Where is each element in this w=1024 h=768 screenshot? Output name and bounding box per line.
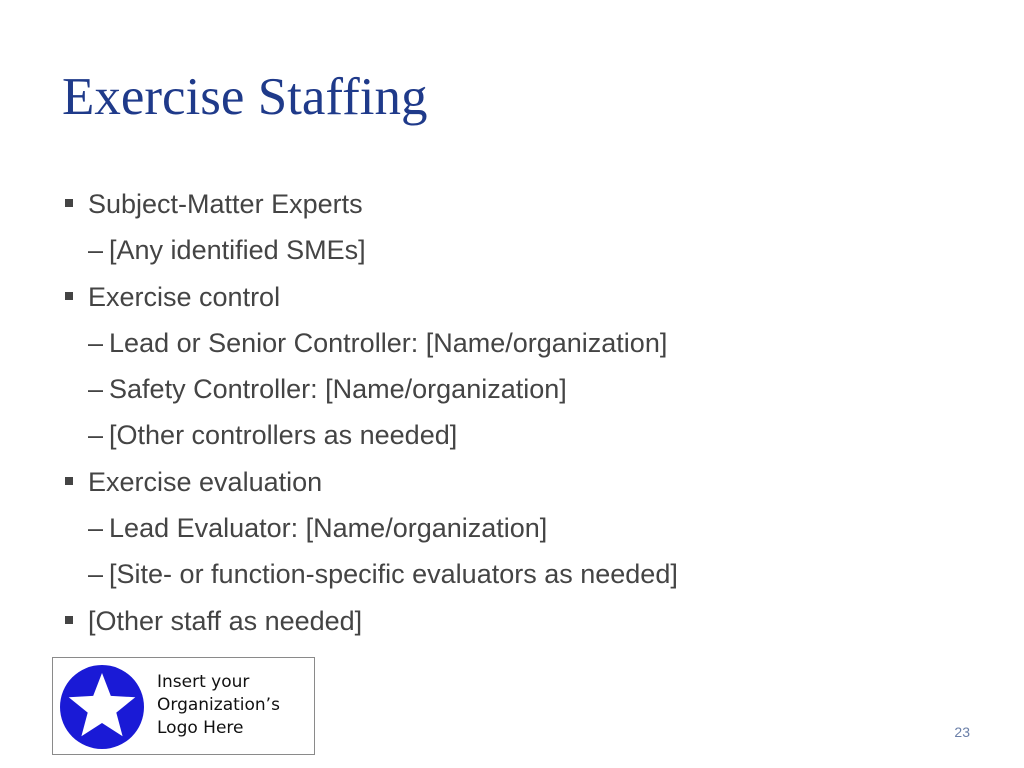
list-item-text: Lead or Senior Controller: [Name/organization] [109,327,668,358]
list-item [62,459,982,505]
star-icon [59,664,145,750]
logo-text-line: Insert your [157,672,250,692]
logo-text-line: Logo Here [157,718,244,738]
square-bullet-icon [65,477,73,485]
sub-list-item [62,320,982,366]
list-item-text: Exercise control [88,281,281,312]
list-item [62,274,982,320]
dash-marker: – [88,513,104,544]
square-bullet-icon [65,616,73,624]
square-bullet-icon [65,199,73,207]
list-item-text: Lead Evaluator: [Name/organization] [109,513,548,544]
logo-placeholder [52,657,315,755]
list-item-text: [Other staff as needed] [88,605,363,636]
sub-list-item [62,412,982,458]
dash-marker: – [88,327,104,358]
sub-list-item [62,505,982,551]
list-item [62,598,982,644]
dash-marker: – [88,374,104,405]
list-item-text: Safety Controller: [Name/organization] [109,374,567,405]
dash-marker: – [88,559,104,590]
bullet-list [62,181,982,644]
dash-marker: – [88,235,104,266]
list-item-text: [Other controllers as needed] [109,420,458,451]
list-item-text: Subject-Matter Experts [88,189,363,219]
square-bullet-icon [65,292,73,300]
logo-text-line: Organization’s [157,695,280,715]
list-item-text: [Site- or function-specific evaluators as needed] [109,559,678,590]
list-item [62,181,982,227]
sub-list-item [62,227,982,273]
sub-list-item [62,551,982,597]
list-item-text: [Any identified SMEs] [109,235,366,266]
sub-list-item [62,366,982,412]
slide-title: Exercise Staffing [62,68,428,126]
list-item-text: Exercise evaluation [88,466,323,497]
page-number: 23 [954,724,970,740]
logo-placeholder-text [157,671,280,740]
dash-marker: – [88,420,104,451]
